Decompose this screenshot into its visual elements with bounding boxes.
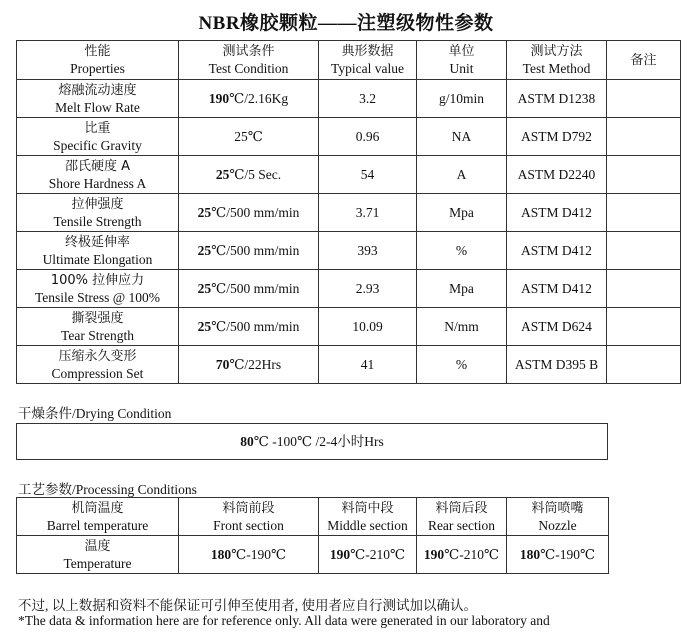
- property-cell: [17, 232, 179, 270]
- property-name-en: Tensile Stress @ 100%: [34, 289, 161, 305]
- condition-temperature: 25: [197, 281, 212, 296]
- header-cell: [417, 41, 507, 80]
- condition-detail: ℃/500 mm/min: [211, 319, 300, 334]
- processing-header-en: Nozzle: [538, 517, 577, 533]
- header-label-zh: 典形数据: [341, 44, 394, 59]
- condition-temperature: 190: [208, 91, 230, 106]
- condition-detail: ℃/5 Sec.: [229, 167, 282, 182]
- condition-detail: ℃/500 mm/min: [211, 205, 300, 220]
- property-name-zh: 比重: [84, 120, 111, 136]
- disclaimer-zh: 不过, 以上数据和资料不能保证可引伸至使用者, 使用者应自行测试加以确认。: [18, 598, 477, 613]
- unit-cell: A: [417, 156, 507, 194]
- property-name-en: Tensile Strength: [53, 213, 142, 229]
- typical-value-cell: 54: [319, 156, 417, 194]
- condition-temperature: 70: [215, 357, 230, 372]
- property-name-zh: 100% 拉伸应力: [50, 272, 145, 288]
- processing-table: [16, 497, 609, 574]
- condition-temperature: 25: [197, 205, 212, 220]
- drying-condition-box: [16, 423, 608, 460]
- condition-detail: ℃/500 mm/min: [211, 243, 300, 258]
- test-method-cell: ASTM D2240: [507, 156, 607, 194]
- processing-header-en: Front section: [213, 517, 284, 533]
- processing-header-cell: [319, 498, 417, 536]
- temperature-range-cell: [319, 536, 417, 574]
- processing-header-zh: 机筒温度: [71, 500, 124, 516]
- property-cell: [17, 80, 179, 118]
- condition-temperature: 25: [197, 243, 212, 258]
- table-row: [17, 194, 681, 232]
- condition-temperature: 25: [197, 319, 212, 334]
- typical-value-cell: 3.2: [319, 80, 417, 118]
- test-condition-cell: [179, 194, 319, 232]
- test-method-cell: ASTM D412: [507, 270, 607, 308]
- processing-header-en: Middle section: [327, 517, 408, 533]
- property-name-en: Shore Hardness A: [48, 175, 147, 191]
- property-name-zh: 终极延伸率: [64, 234, 130, 250]
- temperature-rest: ℃-210℃: [444, 547, 500, 562]
- properties-table: [16, 40, 681, 384]
- processing-conditions-label: 工艺参数/Processing Conditions: [18, 482, 197, 497]
- unit-cell: NA: [417, 118, 507, 156]
- table-row: [17, 308, 681, 346]
- condition-detail: 25℃: [234, 129, 263, 144]
- unit-cell: %: [417, 346, 507, 384]
- property-name-en: Ultimate Elongation: [42, 251, 153, 267]
- typical-value-cell: 41: [319, 346, 417, 384]
- header-label-en: Test Condition: [208, 61, 289, 76]
- processing-value-row: [17, 536, 609, 574]
- processing-header-zh: 料筒前段: [222, 500, 275, 516]
- temperature-rest: ℃-210℃: [350, 547, 406, 562]
- processing-header-cell: [507, 498, 609, 536]
- processing-header-cell: [179, 498, 319, 536]
- property-cell: [17, 118, 179, 156]
- test-method-cell: ASTM D395 B: [507, 346, 607, 384]
- typical-value-cell: 393: [319, 232, 417, 270]
- processing-header-row: [17, 498, 609, 536]
- temperature-start: 190: [329, 547, 351, 562]
- test-method-cell: ASTM D792: [507, 118, 607, 156]
- property-name-zh: 拉伸强度: [71, 196, 124, 212]
- test-method-cell: ASTM D412: [507, 194, 607, 232]
- processing-header-zh: 料筒中段: [341, 500, 394, 516]
- typical-value-cell: 2.93: [319, 270, 417, 308]
- drying-condition-label: 干燥条件/Drying Condition: [18, 406, 172, 421]
- disclaimer-en: *The data & information here are for reference only. All data were generated in our laboratory and: [18, 613, 550, 628]
- unit-cell: Mpa: [417, 270, 507, 308]
- remark-cell: [607, 194, 681, 232]
- property-cell: [17, 346, 179, 384]
- remark-cell: [607, 80, 681, 118]
- processing-header-en: Barrel temperature: [46, 517, 149, 533]
- test-method-cell: ASTM D412: [507, 232, 607, 270]
- header-label-zh: 单位: [448, 44, 475, 59]
- drying-temp-start: 80: [240, 434, 254, 449]
- processing-header-cell: [17, 498, 179, 536]
- property-cell: [17, 270, 179, 308]
- test-condition-cell: [179, 270, 319, 308]
- table-row: [17, 346, 681, 384]
- header-label-en: Typical value: [331, 61, 404, 76]
- property-name-en: Specific Gravity: [53, 137, 142, 153]
- typical-value-cell: 10.09: [319, 308, 417, 346]
- header-cell: [507, 41, 607, 80]
- temperature-start: 180: [210, 547, 232, 562]
- header-cell: [319, 41, 417, 80]
- test-condition-cell: [179, 156, 319, 194]
- unit-cell: g/10min: [417, 80, 507, 118]
- condition-detail: ℃/22Hrs: [229, 357, 282, 372]
- row-label-en: Temperature: [63, 555, 132, 571]
- condition-detail: ℃/2.16Kg: [229, 91, 289, 106]
- header-label-en: Test Method: [522, 61, 591, 76]
- processing-row-label: [17, 536, 179, 574]
- test-method-cell: ASTM D1238: [507, 80, 607, 118]
- header-label-zh: 测试方法: [530, 44, 583, 59]
- header-cell: [179, 41, 319, 80]
- test-method-cell: ASTM D624: [507, 308, 607, 346]
- typical-value-cell: 0.96: [319, 118, 417, 156]
- property-name-en: Compression Set: [51, 365, 144, 381]
- test-condition-cell: [179, 308, 319, 346]
- row-label-zh: 温度: [84, 538, 111, 554]
- property-name-zh: 压缩永久变形: [58, 348, 137, 364]
- temperature-rest: ℃-190℃: [540, 547, 596, 562]
- remark-cell: [607, 308, 681, 346]
- test-condition-cell: [179, 346, 319, 384]
- header-label-en: Unit: [449, 61, 474, 76]
- property-name-zh: 邵氏硬度 A: [64, 158, 131, 174]
- temperature-range-cell: [179, 536, 319, 574]
- header-label-zh: 性能: [84, 44, 111, 59]
- processing-header-cell: [417, 498, 507, 536]
- property-name-en: Tear Strength: [61, 327, 134, 343]
- remark-cell: [607, 156, 681, 194]
- processing-header-zh: 料筒后段: [435, 500, 488, 516]
- header-label-zh: 测试条件: [222, 44, 275, 59]
- table-row: [17, 270, 681, 308]
- temperature-range-cell: [417, 536, 507, 574]
- table-row: [17, 118, 681, 156]
- header-label-en: Properties: [70, 61, 125, 76]
- property-name-zh: 撕裂强度: [71, 310, 124, 326]
- test-condition-cell: [179, 232, 319, 270]
- processing-header-en: Rear section: [427, 517, 496, 533]
- property-name-en: Melt Flow Rate: [55, 99, 140, 115]
- drying-temp-rest: ℃ -100℃ /2-4小时Hrs: [253, 434, 384, 449]
- table-row: [17, 232, 681, 270]
- property-cell: [17, 194, 179, 232]
- remark-cell: [607, 118, 681, 156]
- unit-cell: %: [417, 232, 507, 270]
- condition-detail: ℃/500 mm/min: [211, 281, 300, 296]
- header-label-zh: 备注: [630, 52, 657, 68]
- header-cell: [17, 41, 179, 80]
- page-title: NBR橡胶颗粒——注塑级物性参数: [198, 13, 494, 34]
- test-condition-cell: [179, 118, 319, 156]
- unit-cell: N/mm: [417, 308, 507, 346]
- property-cell: [17, 156, 179, 194]
- unit-cell: Mpa: [417, 194, 507, 232]
- table-row: [17, 80, 681, 118]
- table-header-row: [17, 41, 681, 80]
- typical-value-cell: 3.71: [319, 194, 417, 232]
- processing-header-zh: 料筒喷嘴: [531, 500, 584, 516]
- test-condition-cell: [179, 80, 319, 118]
- property-cell: [17, 308, 179, 346]
- remark-cell: [607, 270, 681, 308]
- temperature-range-cell: [507, 536, 609, 574]
- remark-cell: [607, 346, 681, 384]
- condition-temperature: 25: [215, 167, 230, 182]
- temperature-start: 190: [423, 547, 445, 562]
- header-cell: [607, 41, 681, 80]
- temperature-start: 180: [519, 547, 541, 562]
- remark-cell: [607, 232, 681, 270]
- table-row: [17, 156, 681, 194]
- property-name-zh: 熔融流动速度: [58, 82, 137, 98]
- temperature-rest: ℃-190℃: [231, 547, 287, 562]
